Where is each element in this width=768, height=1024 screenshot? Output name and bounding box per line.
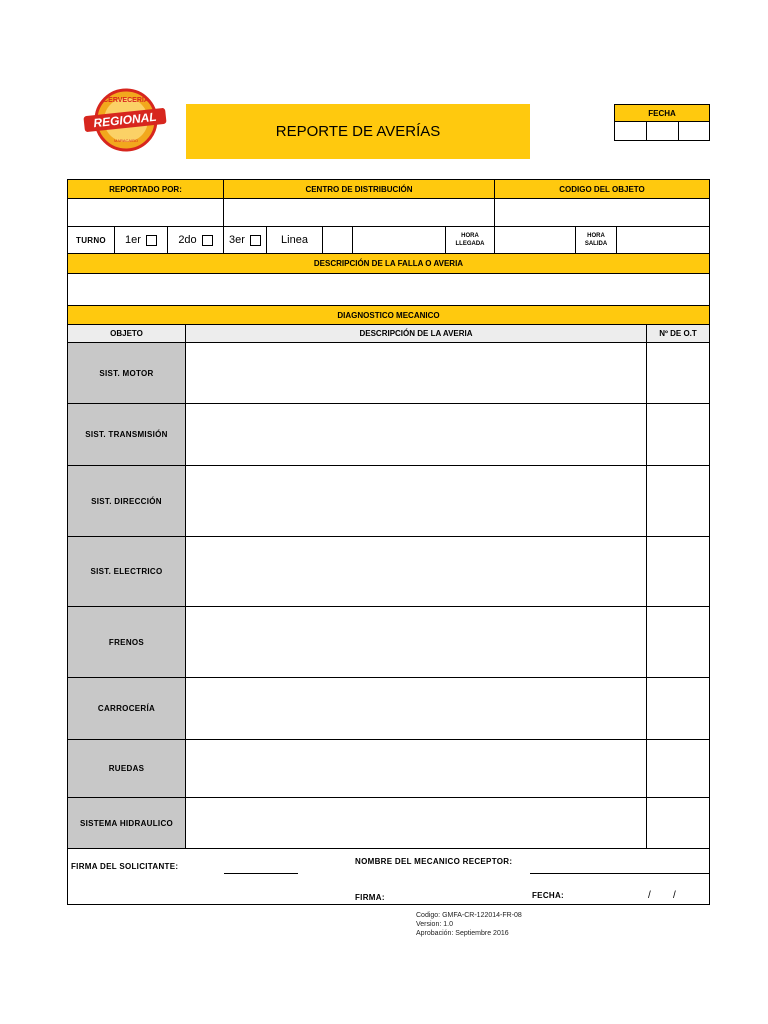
fecha-day-field[interactable]: [614, 121, 647, 141]
turno-3er-checkbox[interactable]: [250, 235, 261, 246]
descripcion-falla-header: DESCRIPCIÓN DE LA FALLA O AVERIA: [67, 253, 710, 274]
turno-label: TURNO: [67, 226, 115, 254]
fecha-header: FECHA: [614, 104, 710, 122]
reportado-field[interactable]: [67, 198, 224, 227]
descripcion-falla-field[interactable]: [67, 273, 710, 306]
hora-llegada-label: HORA LLEGADA: [445, 226, 495, 254]
descripcion-electrico-field[interactable]: [185, 536, 647, 607]
document-code-info: [416, 911, 522, 938]
hora-salida-label: HORA SALIDA: [575, 226, 617, 254]
hora-llegada-field[interactable]: [494, 226, 576, 254]
ot-carroceria-field[interactable]: [646, 677, 710, 740]
fecha-footer-label: FECHA:: [532, 891, 565, 900]
linea-label: [266, 226, 323, 254]
firma-solicitante-label: FIRMA DEL SOLICITANTE:: [71, 862, 179, 871]
ot-ruedas-field[interactable]: [646, 739, 710, 798]
turno-1er-option[interactable]: [114, 226, 168, 254]
document-version: Version: 1.0: [416, 921, 453, 928]
turno-1er-checkbox[interactable]: [146, 235, 157, 246]
turno-1er-label: 1er: [125, 234, 141, 246]
system-row-carroceria: CARROCERÍA: [67, 677, 186, 740]
ot-direccion-field[interactable]: [646, 465, 710, 537]
logo-brand-text: REGIONAL: [92, 109, 158, 131]
firma-solicitante-line[interactable]: [224, 873, 298, 874]
descripcion-ruedas-field[interactable]: [185, 739, 647, 798]
centro-field[interactable]: [223, 198, 495, 227]
hora-salida-field[interactable]: [616, 226, 710, 254]
reportado-header: REPORTADO POR:: [67, 179, 224, 199]
firma-label: FIRMA:: [355, 893, 385, 902]
descripcion-carroceria-field[interactable]: [185, 677, 647, 740]
brand-logo: [80, 86, 170, 156]
mecanico-receptor-label: NOMBRE DEL MECANICO RECEPTOR:: [355, 857, 513, 866]
linea-field-2[interactable]: [352, 226, 446, 254]
codigo-field[interactable]: [494, 198, 710, 227]
codigo-header: CODIGO DEL OBJETO: [494, 179, 710, 199]
ot-transmision-field[interactable]: [646, 403, 710, 466]
fecha-footer-slashes: / /: [648, 890, 676, 901]
linea-field[interactable]: [322, 226, 353, 254]
system-row-direccion: SIST. DIRECCIÓN: [67, 465, 186, 537]
ot-hidraulico-field[interactable]: [646, 797, 710, 849]
descripcion-transmision-field[interactable]: [185, 403, 647, 466]
ot-motor-field[interactable]: [646, 342, 710, 404]
turno-2do-option[interactable]: [167, 226, 224, 254]
fecha-year-field[interactable]: [678, 121, 710, 141]
system-row-frenos: FRENOS: [67, 606, 186, 678]
descripcion-direccion-field[interactable]: [185, 465, 647, 537]
page-title: REPORTE DE AVERÍAS: [275, 123, 441, 140]
document-code: Codigo: GMFA-CR-122014-FR-08: [416, 912, 522, 919]
turno-3er-option[interactable]: [223, 226, 267, 254]
descripcion-hidraulico-field[interactable]: [185, 797, 647, 849]
linea-text: Linea: [281, 234, 308, 246]
title-banner: [186, 104, 530, 159]
fecha-month-field[interactable]: [646, 121, 679, 141]
system-row-ruedas: RUEDAS: [67, 739, 186, 798]
logo-arc-text: CERVECERIA: [103, 97, 149, 104]
diagnostico-header: DIAGNOSTICO MECANICO: [67, 305, 710, 325]
document-approval: Aprobación: Septiembre 2016: [416, 930, 509, 937]
system-row-hidraulico: SISTEMA HIDRAULICO: [67, 797, 186, 849]
descripcion-frenos-field[interactable]: [185, 606, 647, 678]
ot-col-header: Nº DE O.T: [646, 324, 710, 343]
ot-frenos-field[interactable]: [646, 606, 710, 678]
system-row-motor: SIST. MOTOR: [67, 342, 186, 404]
system-row-electrico: SIST. ELECTRICO: [67, 536, 186, 607]
centro-header: CENTRO DE DISTRIBUCIÓN: [223, 179, 495, 199]
descripcion-col-header: DESCRIPCIÓN DE LA AVERIA: [185, 324, 647, 343]
objeto-col-header: OBJETO: [67, 324, 186, 343]
ot-electrico-field[interactable]: [646, 536, 710, 607]
turno-2do-checkbox[interactable]: [202, 235, 213, 246]
system-row-transmision: SIST. TRANSMISIÓN: [67, 403, 186, 466]
turno-3er-label: 3er: [229, 234, 245, 246]
logo-seal-icon: [80, 86, 170, 156]
turno-2do-label: 2do: [178, 234, 197, 246]
mecanico-receptor-line[interactable]: [530, 873, 710, 874]
logo-tag-text: MARACAIBO: [113, 138, 139, 143]
descripcion-motor-field[interactable]: [185, 342, 647, 404]
